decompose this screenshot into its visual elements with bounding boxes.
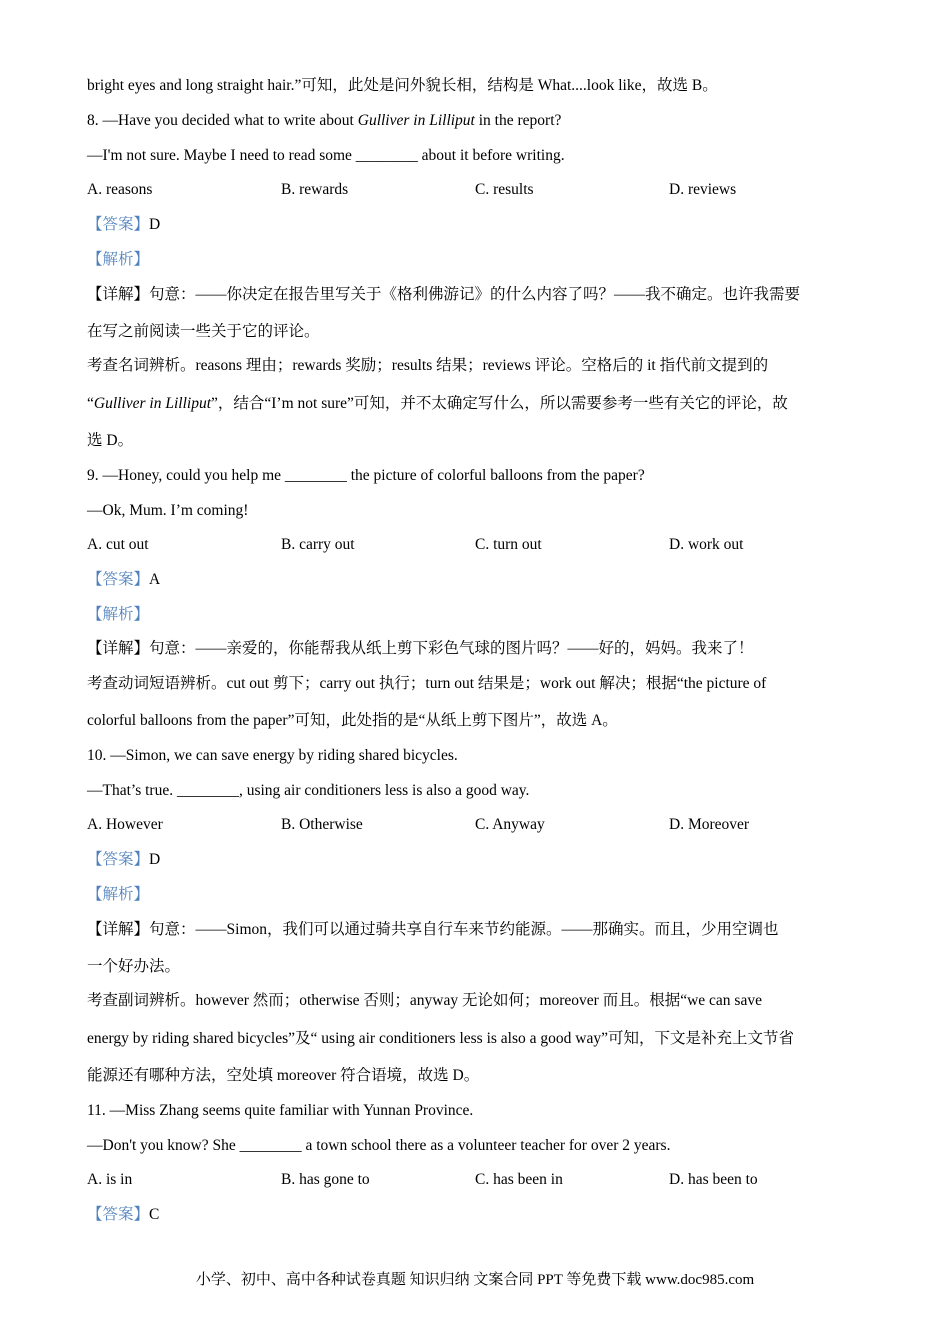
explanation-line: colorful balloons from the paper”可知，此处指的是“从纸上剪下图片”，故选 A。 <box>87 712 618 729</box>
explanation-text: 句意：——你决定在报告里写关于《格利佛游记》的什么内容了吗？——我不确定。也许我需要 <box>149 286 801 303</box>
answer-value: D <box>149 216 161 233</box>
option-b: B. Otherwise <box>281 816 363 833</box>
option-c: C. turn out <box>475 536 542 553</box>
explanation-text: ”，结合“I’m not sure”可知，并不太确定写什么，所以需要参考一些有关它的评论，故 <box>211 395 788 412</box>
explanation-line: 选 D。 <box>87 432 134 449</box>
answer-value: A <box>149 571 161 588</box>
question-8 <box>87 111 561 131</box>
explanation-line: 考查副词辨析。however 然而；otherwise 否则；anyway 无论如何；moreover 而且。根据“we can save <box>87 992 762 1009</box>
option-d: D. reviews <box>669 181 737 198</box>
answer-label: 【答案】 <box>87 216 150 233</box>
explanation-line <box>87 920 779 940</box>
text-line: bright eyes and long straight hair.”可知，此处是问外貌长相，结构是 What....look like，故选 B。 <box>87 77 718 94</box>
question-text: in the report? <box>474 112 562 129</box>
explanation-line: 考查名词辨析。reasons 理由；rewards 奖励；results 结果；reviews 评论。空格后的 it 指代前文提到的 <box>87 357 769 374</box>
question-10: 10. —Simon, we can save energy by riding shared bicycles. <box>87 747 458 764</box>
explanation-line: 考查动词短语辨析。cut out 剪下；carry out 执行；turn out 结果是；work out 解决；根据“the picture of <box>87 675 767 692</box>
explanation-line: 在写之前阅读一些关于它的评论。 <box>87 323 320 340</box>
answer-value: D <box>149 851 161 868</box>
question-9: 9. —Honey, could you help me ________ the picture of colorful balloons from the paper? <box>87 467 645 484</box>
answer-label: 【答案】 <box>87 1206 150 1223</box>
detail-label: 【详解】 <box>87 286 150 303</box>
question-8-response: —I'm not sure. Maybe I need to read some ________ about it before writing. <box>87 147 565 164</box>
option-d: D. has been to <box>669 1171 758 1188</box>
detail-label: 【详解】 <box>87 640 150 657</box>
answer-line <box>87 850 160 870</box>
analysis-label: 【解析】 <box>87 606 150 623</box>
explanation-line <box>87 394 788 414</box>
book-title: Gulliver in Lilliput <box>93 395 212 412</box>
answer-line <box>87 215 160 235</box>
answer-label: 【答案】 <box>87 571 150 588</box>
question-11-response: —Don't you know? She ________ a town school there as a volunteer teacher for over 2 years. <box>87 1137 671 1154</box>
quote-mark: “ <box>87 395 94 412</box>
analysis-label: 【解析】 <box>87 251 150 268</box>
option-b: B. carry out <box>281 536 355 553</box>
option-c: C. has been in <box>475 1171 563 1188</box>
option-c: C. results <box>475 181 534 198</box>
explanation-line <box>87 285 800 305</box>
option-b: B. has gone to <box>281 1171 370 1188</box>
analysis-label: 【解析】 <box>87 886 150 903</box>
option-a: A. reasons <box>87 181 153 198</box>
option-d: D. work out <box>669 536 744 553</box>
question-11: 11. —Miss Zhang seems quite familiar with Yunnan Province. <box>87 1102 474 1119</box>
option-a: A. However <box>87 816 163 833</box>
explanation-line: 能源还有哪种方法，空处填 moreover 符合语境，故选 D。 <box>87 1067 480 1084</box>
answer-value: C <box>149 1206 160 1223</box>
explanation-line <box>87 639 754 659</box>
option-a: A. cut out <box>87 536 149 553</box>
answer-label: 【答案】 <box>87 851 150 868</box>
book-title: Gulliver in Lilliput <box>357 112 475 129</box>
explanation-text: 句意：——Simon，我们可以通过骑共享自行车来节约能源。——那确实。而且，少用空调也 <box>149 921 779 938</box>
explanation-line: energy by riding shared bicycles”及“ using air conditioners less is also a good way”可知，下文是补充上文节省 <box>87 1030 794 1047</box>
detail-label: 【详解】 <box>87 921 150 938</box>
question-9-response: —Ok, Mum. I’m coming! <box>87 502 249 519</box>
explanation-line: 一个好办法。 <box>87 958 181 975</box>
question-10-response: —That’s true. ________, using air conditioners less is also a good way. <box>87 782 530 799</box>
page-footer: 小学、初中、高中各种试卷真题 知识归纳 文案合同 PPT 等免费下载 www.doc985.com <box>195 1272 755 1288</box>
option-b: B. rewards <box>281 181 349 198</box>
option-c: C. Anyway <box>475 816 545 833</box>
option-a: A. is in <box>87 1171 133 1188</box>
answer-line <box>87 570 160 590</box>
answer-line <box>87 1205 159 1225</box>
question-text: 8. —Have you decided what to write about <box>87 112 358 129</box>
option-d: D. Moreover <box>669 816 750 833</box>
explanation-text: 句意：——亲爱的，你能帮我从纸上剪下彩色气球的图片吗？——好的，妈妈。我来了！ <box>149 640 754 657</box>
